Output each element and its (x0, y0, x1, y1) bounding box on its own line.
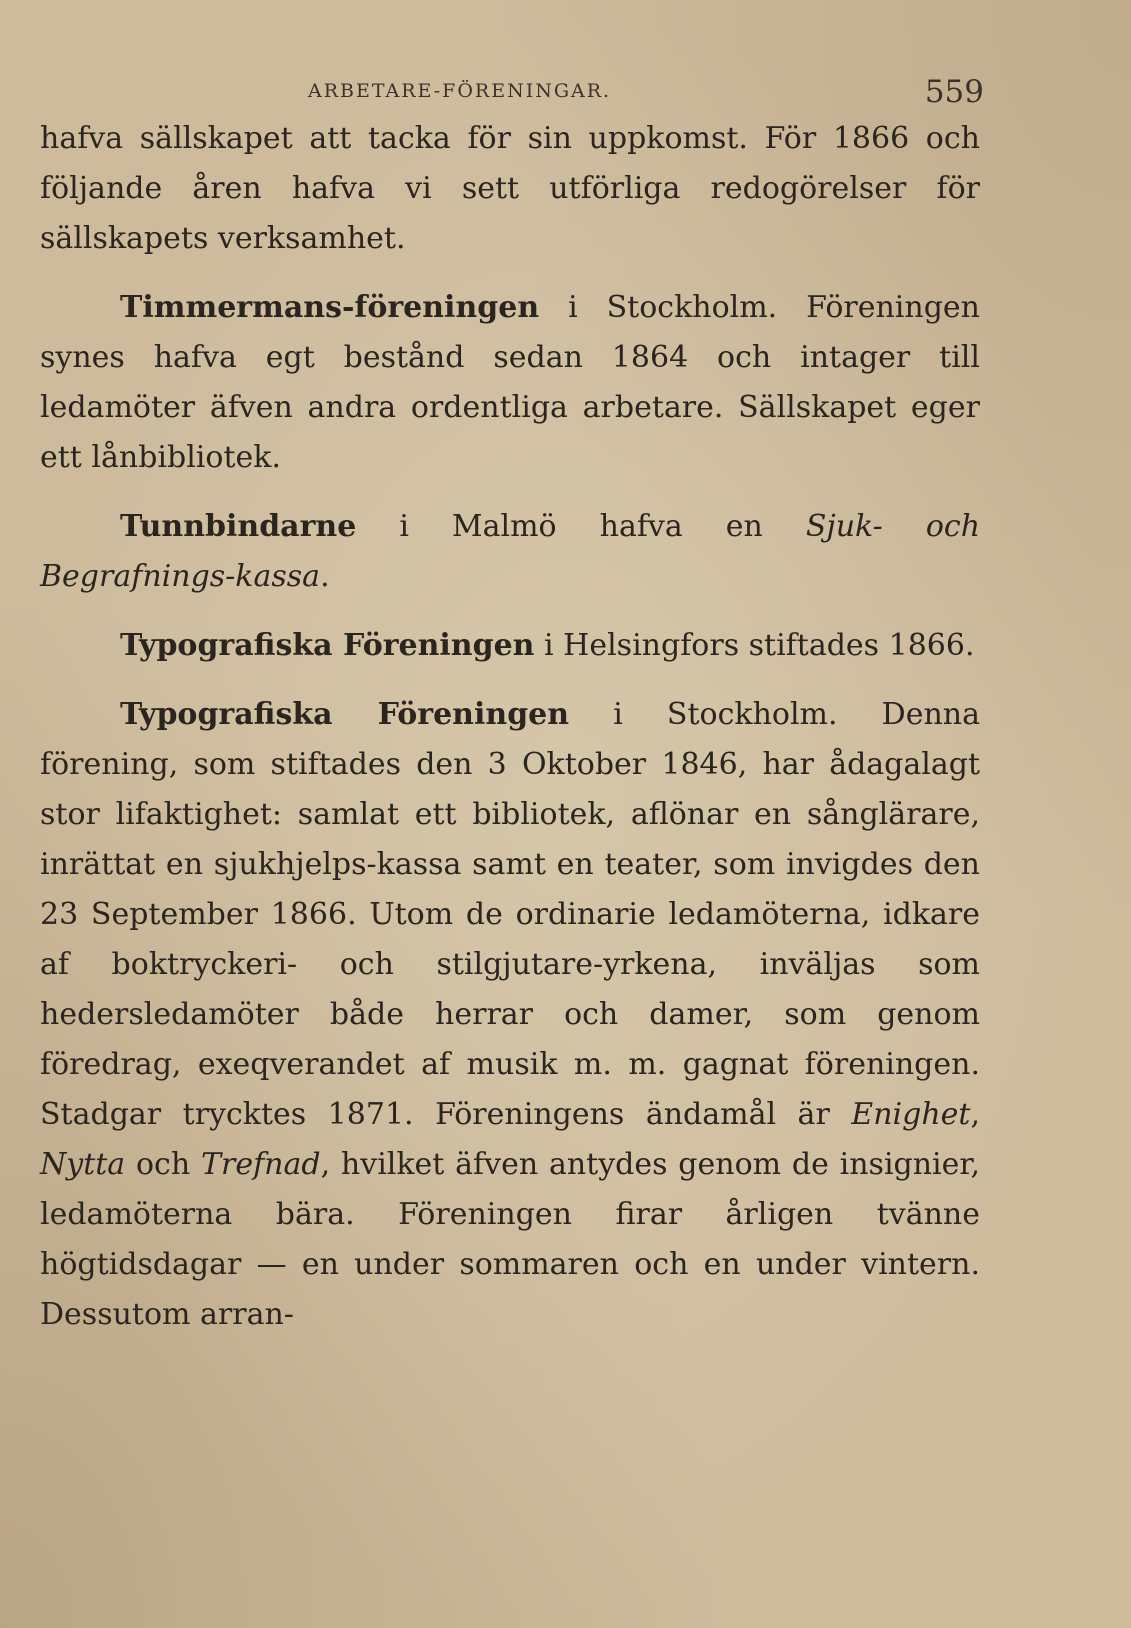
italic-enighet: Enighet (851, 1097, 971, 1132)
paragraph-text: i Helsingfors stiftades 1866. (534, 628, 975, 663)
separator: och (125, 1147, 201, 1182)
paragraph-typografiska-helsingfors (40, 621, 980, 671)
paragraph-heading: Typografiska Föreningen (120, 697, 570, 732)
book-page (40, 70, 984, 1340)
italic-phrase: Sjuk- och Begrafnings-kassa (40, 509, 981, 594)
paragraph-text: i Malmö hafva en (356, 509, 806, 544)
paragraph-tail: . (320, 559, 330, 594)
paragraph-tunnbindarne (40, 502, 980, 602)
running-title: ARBETARE-FÖRENINGAR. (308, 80, 612, 102)
separator: , (970, 1097, 980, 1132)
paragraph-intro (40, 114, 980, 264)
paragraph-heading: Tunnbindarne (120, 509, 357, 544)
running-head (40, 70, 984, 114)
paragraph-typografiska-stockholm (40, 690, 980, 1340)
paragraph-heading: Typografiska Föreningen (120, 628, 535, 663)
paragraph-heading: Timmermans-föreningen (120, 290, 540, 325)
page-number: 559 (924, 74, 984, 110)
italic-trefnad: Trefnad (200, 1147, 321, 1182)
paragraph-text: i Stockholm. Föreningen synes hafva egt bestånd sedan 1864 och intager till ledamöter äfven andra ordentliga arbetare. Sällskapet eger ett lånbibliotek. (40, 290, 980, 475)
paragraph-text: hafva sällskapet att tacka för sin uppkomst. För 1866 och följande åren hafva vi sett utförliga redogörelser för sällskapets verksamhet. (40, 121, 980, 256)
italic-nytta: Nytta (40, 1147, 126, 1182)
paragraph-timmermans (40, 283, 980, 483)
paragraph-text: i Stockholm. Denna förening, som stiftades den 3 Oktober 1846, har ådagalagt stor lifaktighet: samlat ett bibliotek, aflönar en sånglärare, inrättat en sjukhjelps-kassa samt en teater, som invigdes den 23 September 1866. Utom de ordinarie ledamöterna, idkare af boktryckeri- och stilgjutare-yrkena, inväljas som hedersledamöter både herrar och damer, som genom föredrag, exeqverandet af musik m. m. gagnat föreningen. Stadgar trycktes 1871. Föreningens ändamål är (40, 697, 980, 1132)
paragraph-text: , hvilket äfven antydes genom de insignier, ledamöterna bära. Föreningen firar årligen tvänne högtidsdagar — en under sommaren och en under vintern. Dessutom arran- (40, 1147, 980, 1332)
